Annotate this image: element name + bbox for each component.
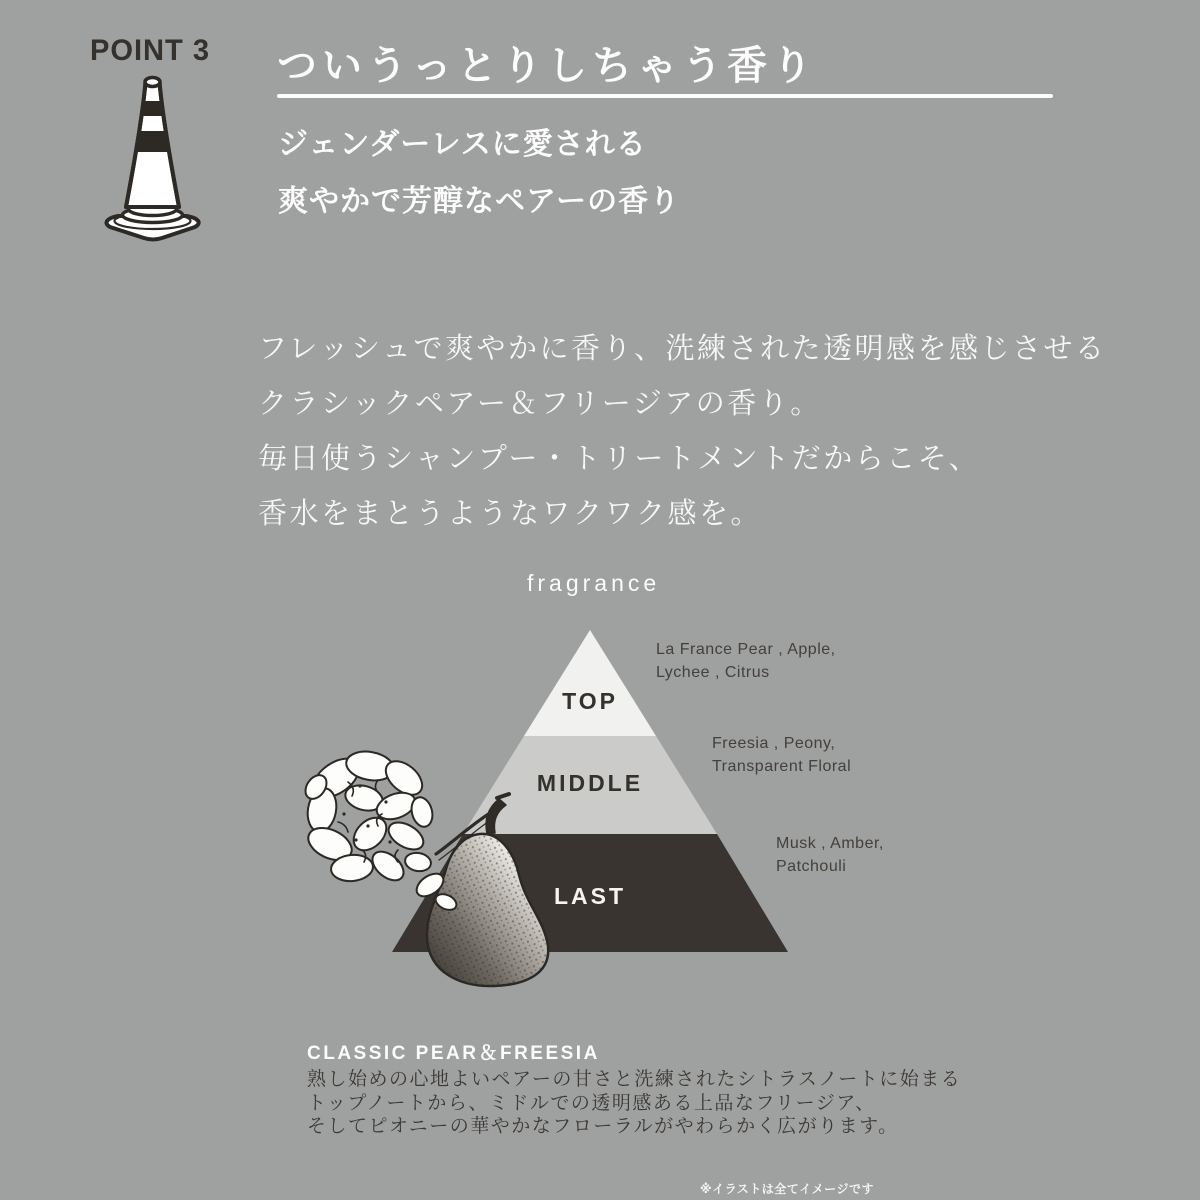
middle-notes — [712, 732, 851, 778]
top-notes-line-1: La France Pear , Apple, — [656, 641, 836, 658]
pyramid-label-middle: MIDDLE — [536, 770, 644, 796]
pear-freesia-illustration — [278, 722, 558, 994]
pyramid-label-last: LAST — [553, 883, 627, 909]
lead-line-4: 香水をまとうようなワクワク感を。 — [258, 498, 763, 530]
pyramid-level-top — [524, 630, 656, 736]
top-notes-line-2: Lychee , Citrus — [656, 664, 770, 681]
description-paragraph — [307, 1068, 961, 1139]
description-line-2: トップノートから、ミドルでの透明感ある上品なフリージア、 — [307, 1092, 876, 1114]
subtitle — [278, 116, 680, 230]
middle-notes-line-2: Transparent Floral — [712, 758, 852, 775]
fragrance-section-label: fragrance — [527, 570, 661, 596]
lead-paragraph — [258, 322, 1106, 542]
lead-line-1: フレッシュで爽やかに香り、洗練された透明感を感じさせる — [258, 333, 1107, 365]
lead-line-3: 毎日使うシャンプー・トリートメントだからこそ、 — [258, 443, 981, 475]
fragrance-name-heading: CLASSIC PEAR＆FREESIA — [307, 1043, 600, 1064]
title-underline — [277, 94, 1053, 98]
subtitle-line-1: ジェンダーレスに愛される — [278, 128, 647, 161]
top-notes — [656, 638, 836, 684]
lead-line-2: クラシックペアー＆フリージアの香り。 — [258, 388, 822, 420]
description-line-1: 熟し始めの心地よいペアーの甘さと洗練されたシトラスノートに始まる — [307, 1069, 962, 1090]
last-notes-line-1: Musk , Amber, — [776, 835, 884, 852]
last-notes-line-2: Patchouli — [776, 858, 847, 875]
last-notes — [776, 832, 884, 878]
pyramid-label-top: TOP — [562, 688, 618, 714]
description-line-3: そしてピオニーの華やかなフローラルがやわらかく広がります。 — [307, 1116, 899, 1137]
traffic-cone-icon — [96, 70, 212, 242]
middle-notes-line-1: Freesia , Peony, — [712, 735, 836, 752]
point-label: POINT 3 — [90, 34, 210, 67]
subtitle-line-2: 爽やかで芳醇なペアーの香り — [278, 185, 681, 218]
page-title: ついうっとりしちゃう香り — [277, 44, 817, 88]
illustration-disclaimer: ※イラストは全てイメージです — [700, 1182, 874, 1196]
